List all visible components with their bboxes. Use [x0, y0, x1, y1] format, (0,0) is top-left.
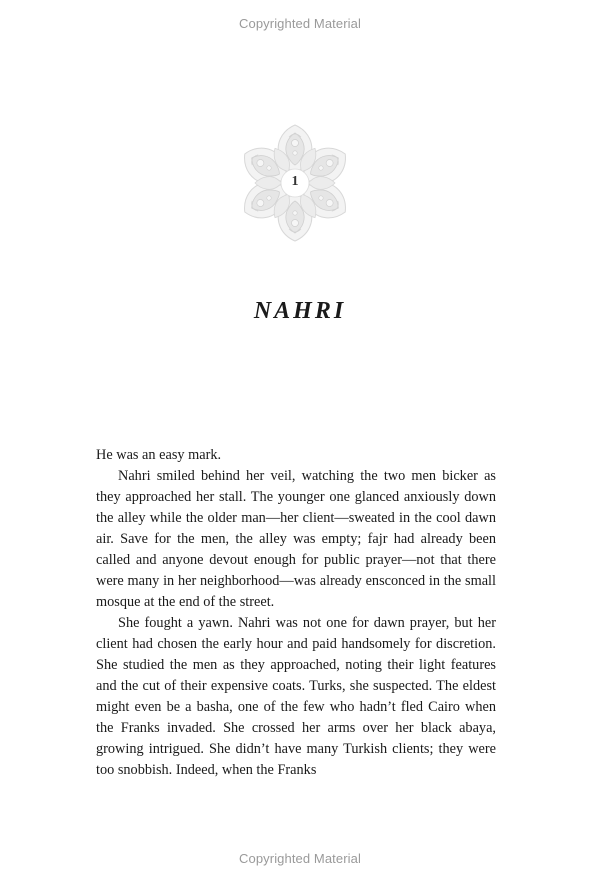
chapter-number: 1	[291, 174, 299, 189]
copyright-watermark-top: Copyrighted Material	[239, 16, 361, 31]
chapter-body-text	[96, 445, 496, 781]
paragraph: He was an easy mark.	[96, 447, 222, 463]
copyright-watermark-bottom: Copyrighted Material	[239, 851, 361, 866]
paragraph: Nahri smiled behind her veil, watching the two men bicker as they approached her stall. The younger one glanced anxiously down the alley while the older man—her client—sweated in the cool dawn air. Save for the men, the alley was empty; fajr had already been called and anyone devout enough for public prayer—not that there were many in her neighborhood—was already ensconced in the small mosque at the end of the street.	[96, 468, 496, 610]
chapter-title: NAHRI	[253, 298, 347, 324]
paragraph: She fought a yawn. Nahri was not one for dawn prayer, but her client had chosen the early hour and paid handsomely for discretion. She studied the men as they approached, noting their light features and the cut of their expensive coats. Turks, she suspected. The eldest might even be a basha, one of the few who hadn’t fled Cairo when the Franks invaded. She crossed her arms over her black abaya, growing intrigued. She didn’t have many Turkish clients; they were too snobbish. Indeed, when the Franks	[96, 615, 496, 778]
